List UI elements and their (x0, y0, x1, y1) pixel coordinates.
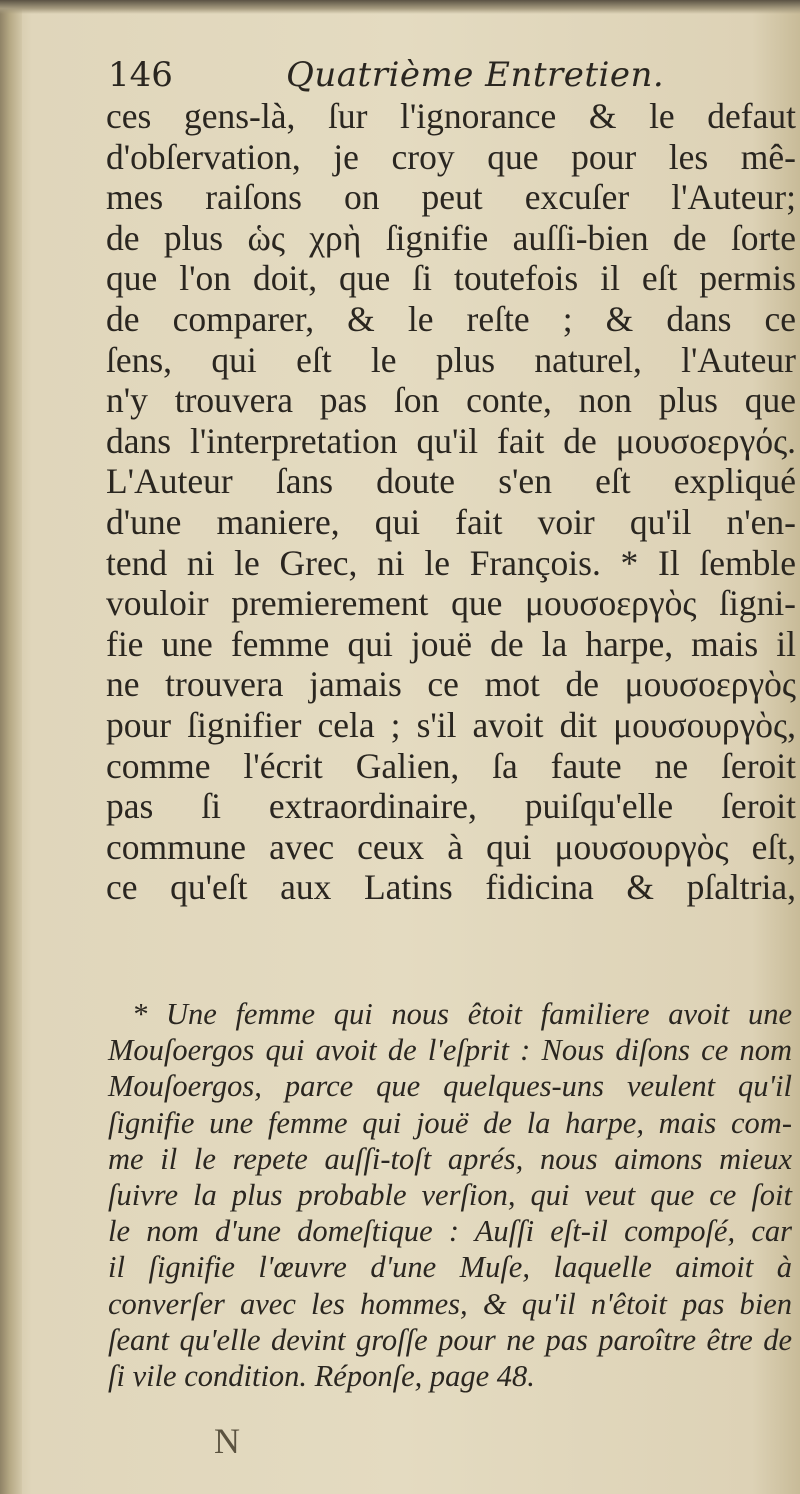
page-number: 146 (108, 55, 173, 95)
text-line: L'Auteur ſans doute s'en eſt expliqué (106, 461, 796, 502)
text-line: dans l'interpretation qu'il fait de μουσοεργός. (106, 420, 796, 461)
footnote-line: ſi vile condition. Réponſe, page 48. (108, 1358, 535, 1393)
page-gutter-edge (0, 0, 22, 1494)
text-line: fie une femme qui jouë de la harpe, mais il (106, 623, 796, 664)
footnote-line: me il le repete auſſi-toſt aprés, nous aimons mieux (108, 1141, 792, 1176)
footnote-line: ſignifie une femme qui jouë de la harpe, mais com- (108, 1105, 792, 1140)
footnote-line: Mouſoergos qui avoit de l'eſprit : Nous diſons ce nom (108, 1033, 792, 1068)
footnote-line: ſuivre la plus probable verſion, qui veut que ce ſoit (108, 1177, 792, 1212)
footnote-line: il ſignifie l'œuvre d'une Muſe, laquelle aimoit à (108, 1250, 792, 1285)
text-line: tend ni le Grec, ni le François. * Il ſemble (106, 542, 796, 583)
footnote (108, 996, 792, 1394)
footnote-line: converſer avec les hommes, & qu'il n'êtoit pas bien (108, 1286, 792, 1321)
text-line: commune avec ceux à qui μουσουργὸς eſt, (106, 826, 796, 867)
footnote-line: Mouſoergos, parce que quelques-uns veulent qu'il (108, 1069, 792, 1104)
text-line: comme l'écrit Galien, ſa faute ne ſeroit (106, 745, 796, 786)
text-line: vouloir premierement que μουσοεργὸς ſigni- (106, 583, 796, 624)
text-line: mes raiſons on peut excuſer l'Auteur; (106, 177, 796, 218)
text-line: ſens, qui eſt le plus naturel, l'Auteur (106, 339, 796, 380)
footnote-line: le nom d'une domeſtique : Auſſi eſt-il compoſé, car (108, 1214, 792, 1249)
text-line: pas ſi extraordinaire, puiſqu'elle ſeroit (106, 786, 796, 827)
text-line: ces gens-là, ſur l'ignorance & le defaut (106, 96, 796, 136)
text-line: de comparer, & le reſte ; & dans ce (106, 298, 796, 339)
footnote-line: ſeant qu'elle devint groſſe pour ne pas paroître être de (108, 1322, 792, 1357)
running-head: Quatrième Entretien. (286, 55, 665, 95)
text-line: ne trouvera jamais ce mot de μουσοεργὸς (106, 664, 796, 705)
footnote-line: * Une femme qui nous êtoit familiere avoit une (132, 997, 792, 1031)
text-line: n'y trouvera pas ſon conte, non plus que (106, 380, 796, 421)
text-line: ce qu'eſt aux Latins fidicina & pſaltria, (106, 867, 796, 908)
text-line: d'une maniere, qui fait voir qu'il n'en- (106, 501, 796, 542)
text-line: que l'on doit, que ſi toutefois il eſt permis (106, 258, 796, 299)
page-top-edge (0, 0, 800, 14)
text-line: pour ſignifier cela ; s'il avoit dit μουσουργὸς, (106, 704, 796, 745)
signature-mark: N (214, 1421, 240, 1461)
text-line: d'obſervation, je croy que pour les mê- (106, 136, 796, 177)
main-text (106, 96, 796, 908)
text-line: de plus ὡς χρὴ ſignifie auſſi-bien de ſorte (106, 217, 796, 258)
page-header (108, 50, 788, 100)
